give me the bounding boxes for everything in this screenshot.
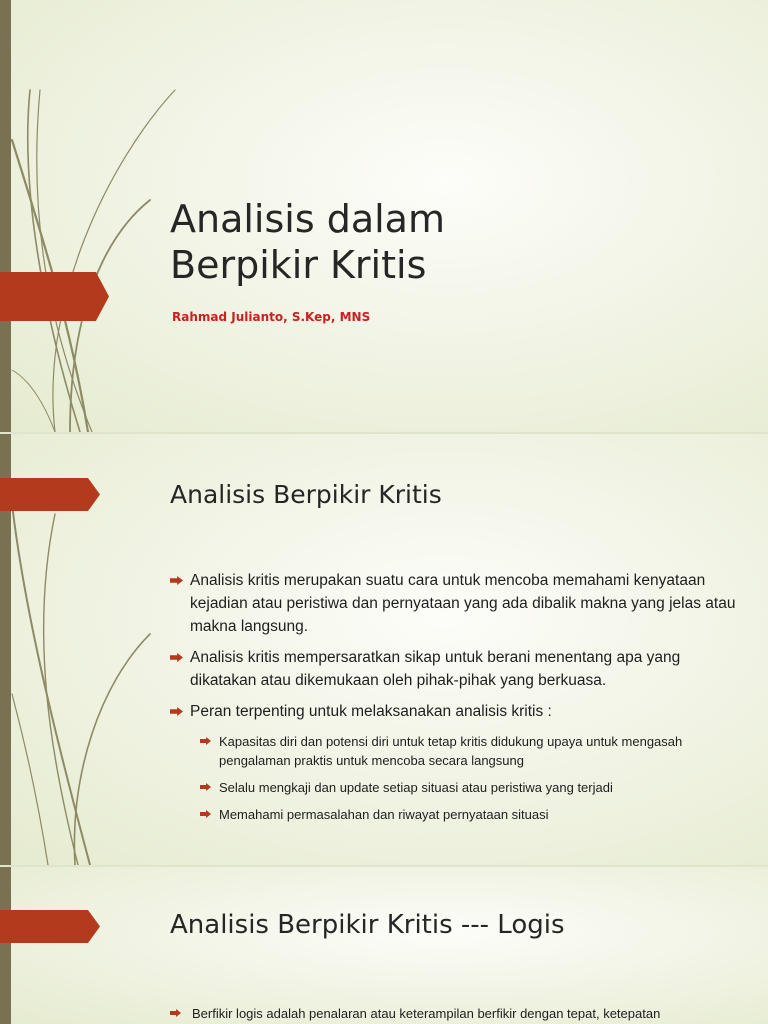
bullet-list xyxy=(170,569,745,731)
list-item xyxy=(170,569,745,638)
author-name: Rahmad Julianto, S.Kep, MNS xyxy=(172,310,371,324)
arrow-bullet-icon xyxy=(200,737,211,745)
list-item-text: Peran terpenting untuk melaksanakan analisis kritis : xyxy=(190,703,552,720)
arrow-bullet-icon xyxy=(170,1009,181,1017)
content-slide xyxy=(0,867,768,1024)
list-item xyxy=(170,1004,670,1023)
list-item-text: Selalu mengkaji dan update setiap situasi atau peristiwa yang terjadi xyxy=(219,780,613,795)
arrow-bullet-icon xyxy=(170,576,183,585)
arrow-bullet-icon xyxy=(200,810,211,818)
title-line-1: Analisis dalam xyxy=(170,197,445,241)
slide-heading: Analisis Berpikir Kritis xyxy=(170,480,442,509)
list-item xyxy=(200,732,720,770)
accent-tab xyxy=(0,478,100,511)
accent-tab xyxy=(0,272,109,321)
list-item-text: Analisis kritis mempersaratkan sikap untuk berani menentang apa yang dikatakan atau dikemukaan oleh pihak-pihak yang berkuasa. xyxy=(190,649,681,689)
list-item-text: Memahami permasalahan dan riwayat pernyataan situasi xyxy=(219,807,549,822)
accent-tab xyxy=(0,910,100,943)
list-item-text: Berfikir logis adalah penalaran atau keterampilan berfikir dengan tepat, ketepatan xyxy=(192,1006,661,1021)
list-item xyxy=(200,805,720,824)
content-slide xyxy=(0,434,768,865)
bullet-list xyxy=(170,1004,670,1024)
list-item-text: Kapasitas diri dan potensi diri untuk tetap kritis didukung upaya untuk mengasah pengalaman praktis untuk mencoba secara langsung xyxy=(219,734,683,768)
slide-title xyxy=(170,196,445,288)
title-slide xyxy=(0,0,768,432)
slide-heading: Analisis Berpikir Kritis --- Logis xyxy=(170,910,565,940)
list-item xyxy=(200,778,720,797)
arrow-bullet-icon xyxy=(200,783,211,791)
title-line-2: Berpikir Kritis xyxy=(170,243,427,287)
list-item xyxy=(170,700,745,723)
arrow-bullet-icon xyxy=(170,707,183,716)
arrow-bullet-icon xyxy=(170,653,183,662)
sub-bullet-list xyxy=(200,732,720,832)
list-item-text: Analisis kritis merupakan suatu cara untuk mencoba memahami kenyataan kejadian atau peristiwa dan pernyataan yang ada dibalik makna yang jelas atau makna langsung. xyxy=(190,572,736,635)
list-item xyxy=(170,646,745,692)
sidebar-bar xyxy=(0,867,11,1024)
